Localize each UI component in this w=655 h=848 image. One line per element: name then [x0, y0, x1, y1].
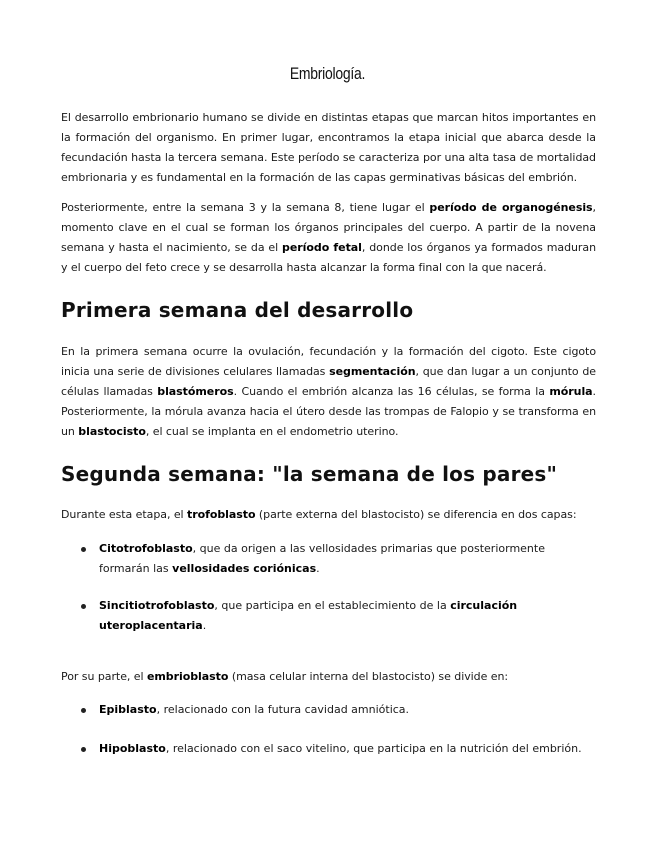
term-embryoblast: embrioblasto [146, 670, 229, 683]
term-chorionic-villi: vellosidades coriónicas [172, 562, 317, 575]
term-blastocyst: blastocisto [78, 425, 146, 438]
document-title: Embriología. [289, 64, 366, 83]
term-fetal-period: período fetal [282, 241, 362, 254]
embryoblast-list-2 [61, 739, 596, 759]
term-organogenesis: período de organogénesis [429, 201, 593, 214]
term-segmentation: segmentación [329, 365, 416, 378]
intro-paragraph: El desarrollo embrionario humano se divide en distintas etapas que marcan hitos importantes en la formación del organismo. En primer lugar, encontramos la etapa inicial que abarca desde la fecundación hasta la tercera semana. Este período se caracteriza por una alta tasa de mortalidad embrionaria y es fundamental en la formación de las capas germinativas básicas del embrión. [61, 111, 596, 184]
list-item: Sincitiotrofoblasto, que participa en el establecimiento de la circulación uteroplacentaria. [61, 596, 596, 636]
list-item: Citotrofoblasto, que da origen a las vellosidades primarias que posteriormente formarán las vellosidades coriónicas. [61, 539, 596, 579]
term-cytotrophoblast: Citotrofoblasto [99, 542, 193, 555]
heading-first-week: Primera semana del desarrollo [61, 298, 414, 322]
list-item: Hipoblasto, relacionado con el saco vitelino, que participa en la nutrición del embrión. [61, 739, 596, 759]
term-trophoblast: trofoblasto [187, 508, 256, 521]
heading-second-week: Segunda semana: "la semana de los pares" [61, 462, 558, 486]
trophoblast-list-2 [61, 596, 596, 636]
term-epiblast: Epiblasto [99, 703, 157, 716]
term-morula: mórula [549, 385, 593, 398]
term-uteroplacental-circulation: circulación uteroplacentaria [99, 599, 518, 632]
term-hypoblast: Hipoblasto [99, 742, 166, 755]
trophoblast-list [61, 539, 596, 579]
term-syncytiotrophoblast: Sincitiotrofoblasto [99, 599, 215, 612]
embryoblast-paragraph: Por su parte, el embrioblasto (masa celular interna del blastocisto) se divide en: [61, 670, 509, 683]
trophoblast-paragraph: Durante esta etapa, el trofoblasto (parte externa del blastocisto) se diferencia en dos capas: [61, 508, 577, 521]
first-week-paragraph: En la primera semana ocurre la ovulación, fecundación y la formación del cigoto. Este cigoto inicia una serie de divisiones celulares llamadas segmentación, que dan lugar a un conjunto de células llamadas blastómeros. Cuando el embrión alcanza las 16 células, se forma la mórula. Posteriormente, la mórula avanza hacia el útero desde las trompas de Falopio y se transforma en un blastocisto, el cual se implanta en el endometrio uterino. [61, 345, 596, 438]
term-blastomeres: blastómeros [157, 385, 234, 398]
list-item: Epiblasto, relacionado con la futura cavidad amniótica. [61, 700, 596, 720]
periods-paragraph: Posteriormente, entre la semana 3 y la semana 8, tiene lugar el período de organogénesis, momento clave en el cual se forman los órganos principales del cuerpo. A partir de la novena semana y hasta el nacimiento, se da el período fetal, donde los órganos ya formados maduran y el cuerpo del feto crece y se desarrolla hasta alcanzar la forma final con la que nacerá. [61, 201, 597, 274]
embryoblast-list [61, 700, 596, 720]
